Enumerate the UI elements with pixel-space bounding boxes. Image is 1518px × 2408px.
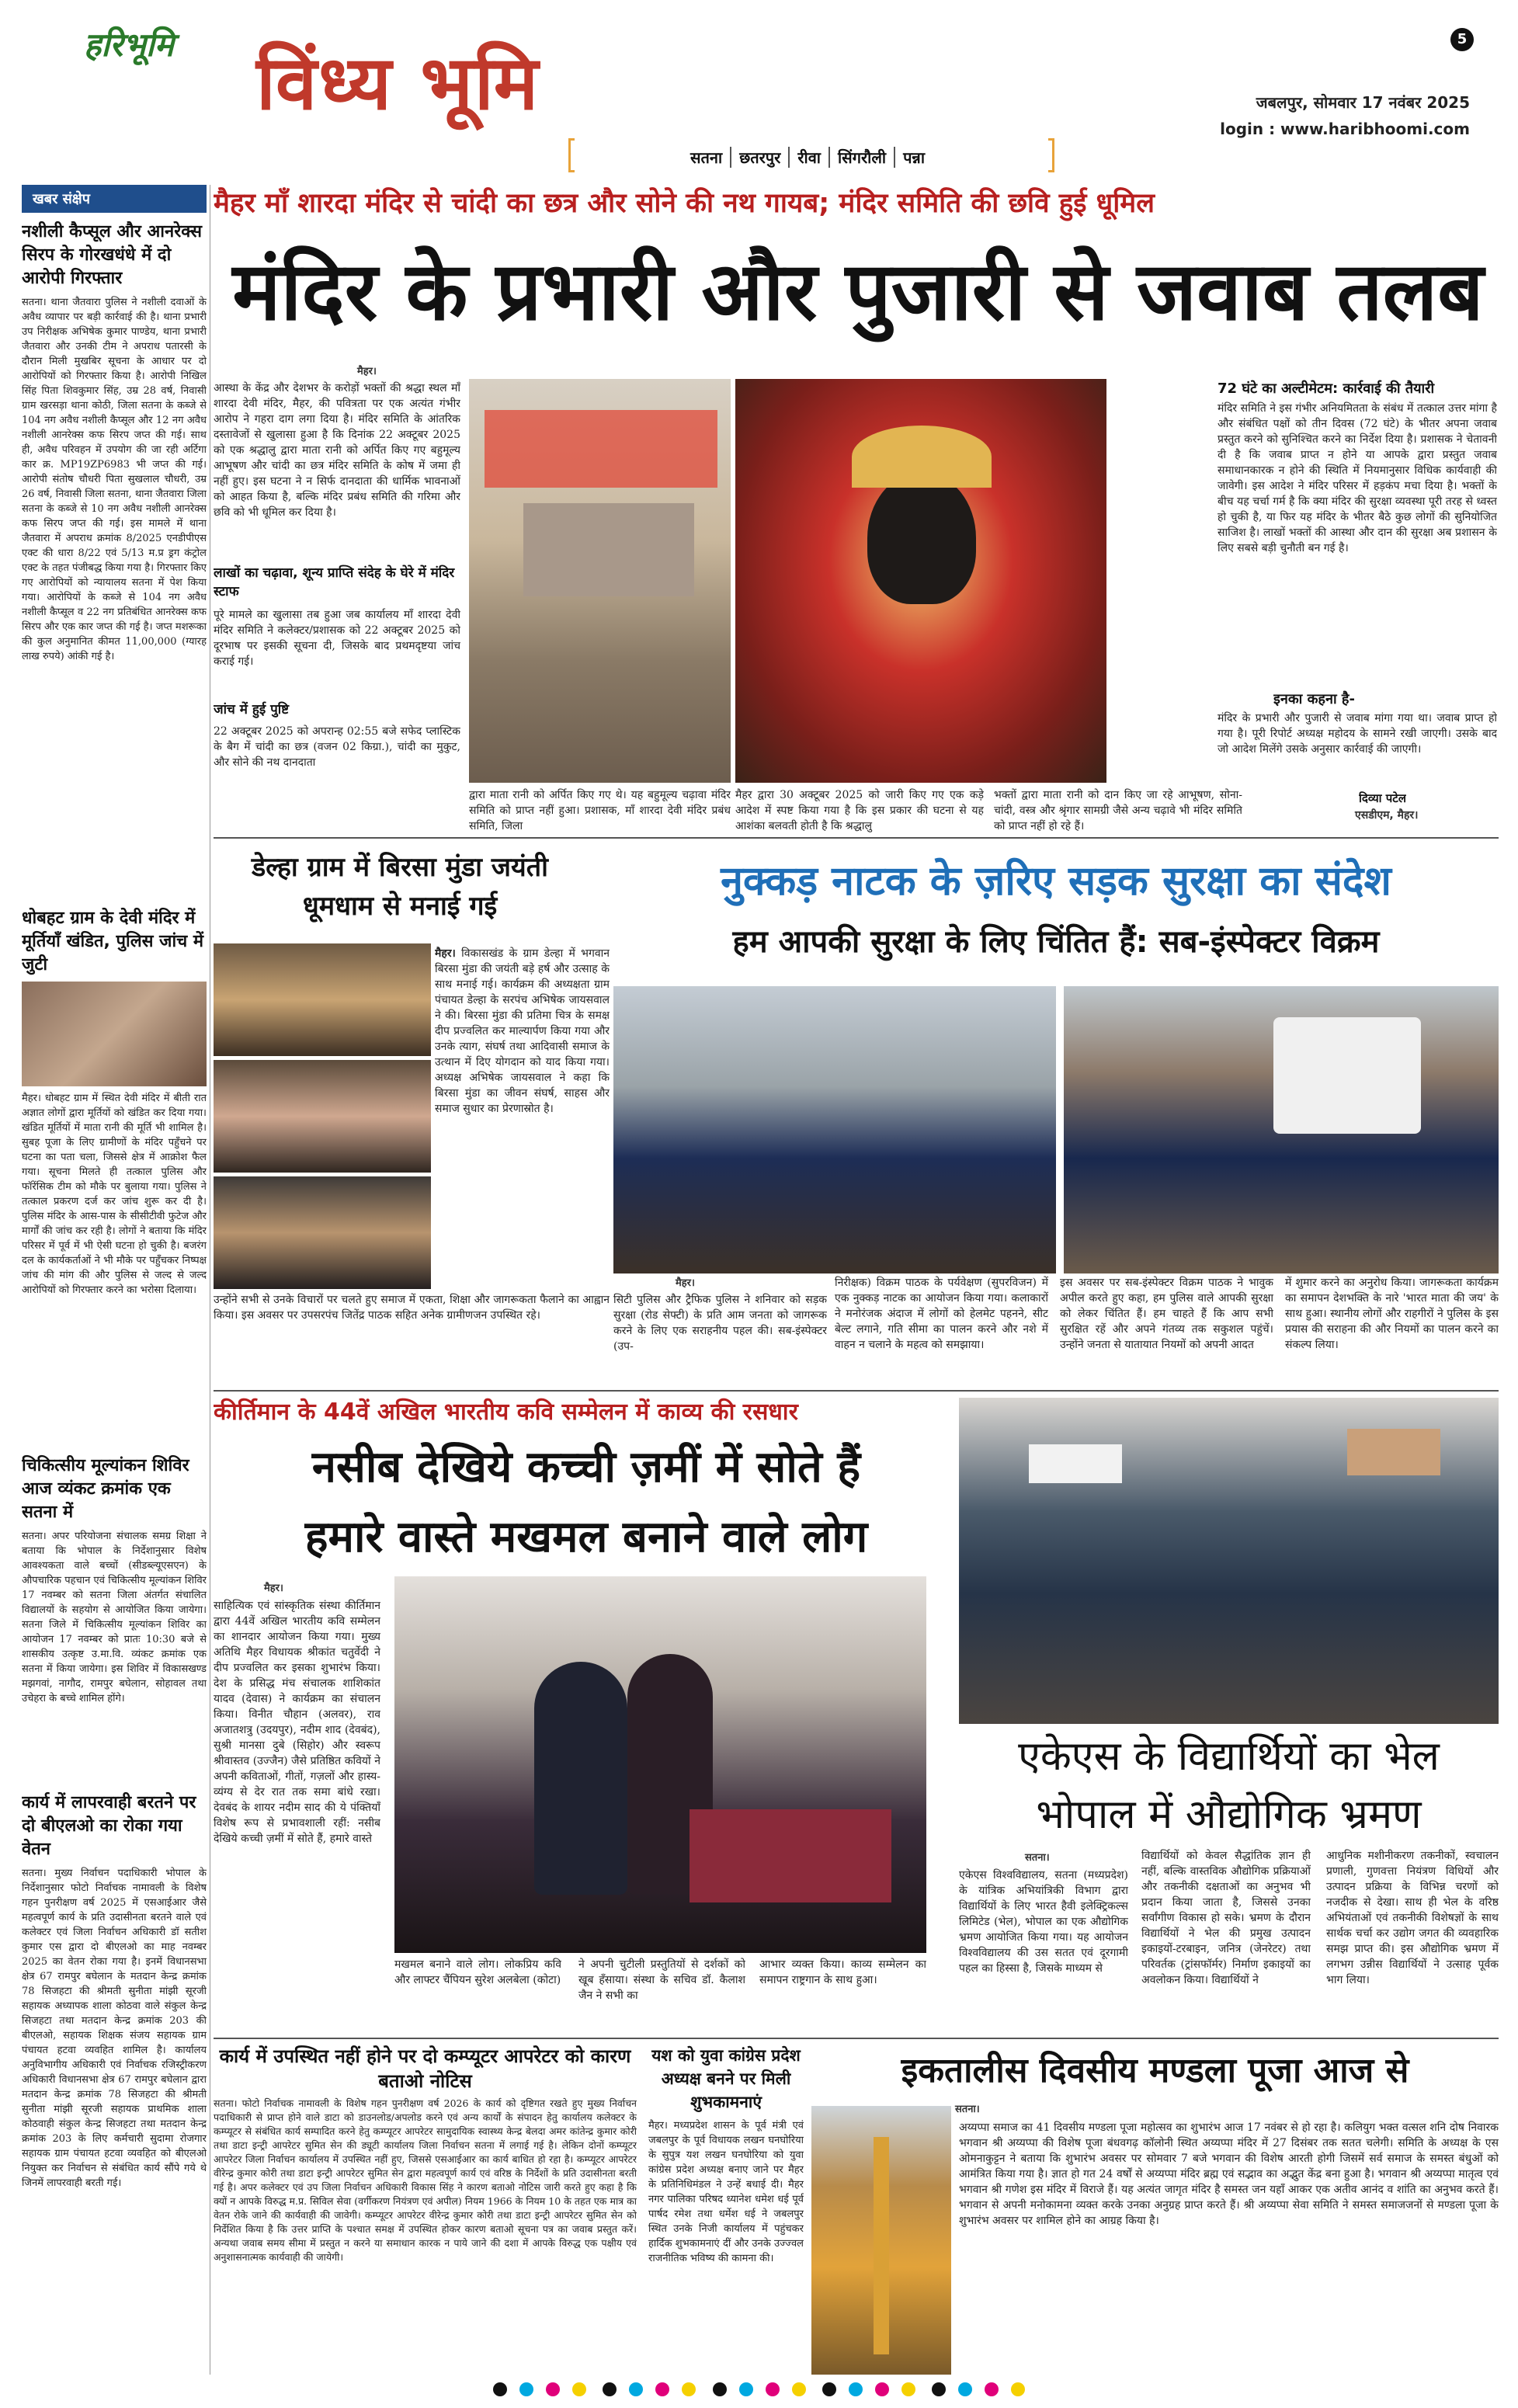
poet-headline: हमारे वास्ते मखमल बनाने वाले लोग [304,1512,868,1562]
birsa-photo [214,943,431,1056]
students-group-photo [959,1398,1499,1724]
birsa-body2: उन्होंने सभी से उनके विचारों पर चलते हुए समाज में एकता, शिक्षा और जागरूकता फैलाने का आह्वान किया। इस अवसर पर उपसरपंच जितेंद्र पाठक सहित अनेक ग्रामीणजन उपस्थित रहे। [214,1294,610,1322]
poet-kicker: कीर्तिमान के 44वें अखिल भारतीय कवि सम्मेलन में काव्य की रसधार [214,1399,798,1426]
birsa-text: विकासखंड के ग्राम डेल्हा में भगवान बिरसा मुंडा की जयंती बड़े हर्ष और उत्साह के साथ मनाई गई। कार्यक्रम की अध्यक्षता ग्राम पंचायत डेल्हा के सरपंच अभिषेक जायसवाल ने की। बिरसा मुंडा की प्रतिमा चित्र के समक्ष दीप प्रज्वलित कर माल्यार्पण किया गया और उनके त्याग, संघर्ष तथा आदिवासी समाज के उत्थान में दिए योगदान को याद किया गया। अध्यक्ष अभिषेक जायसवाल ने कहा कि बिरसा मुंडा का जीवन संघर्ष, साहस और समाज सुधार का प्रेरणास्रोत है। [435,947,610,1115]
puja-body: अय्यप्पा समाज का 41 दिवसीय मण्डला पूजा महोत्सव का शुभारंभ आज 17 नवंबर से हो रहा है। कलियुग भक्त वत्सल शनि दोष निवारक भगवान श्री अय्यप्पा की विशेष पूजा बंधवगढ़ कॉलोनी स्थित अय्यप्पा मंदिर में 27 दिसंबर तक सतत चलेगी। समिति के अध्यक्ष के एस ओमनाकुट्टन ने बताया कि शुभारंभ अवसर पर सोमवार 7 बजे भगवान की विशेष आरती होगी जिसमें सर्व समाज के समस्त बंधुओं को आमंत्रित किया गया है। ज्ञात हो गत 24 वर्षों से अय्यप्पा मंदिर ब्रह्म एवं सद्भाव का अद्भुत केंद्र बना हुआ है। भगवान श्री अय्यप्पा मातृत्व एवं भगवान श्री गणेश इस मंदिर में विराजे हैं। यह अत्यंत जागृत मंदिर है समस्त जन यहाँ आकर एक अतीव आनंद व शांति का अनुभव करते हैं। भगवान से अपनी मनोकामना व्यक्त करके उनका अनुग्रह प्राप्त करते हैं। श्री अय्यप्पा सेवा समिति ने समस्त समाजजनों से मण्डला पूजा के शुभारंभ अवसर पर शामिल होने का आग्रह किया है। [959,2121,1499,2227]
city-bracket-right [1048,138,1054,172]
lead-col1: आस्था के केंद्र और देशभर के करोड़ों भक्तों की श्रद्धा स्थल माँ शारदा देवी मंदिर, मैहर, की पवित्रता पर एक अत्यंत गंभीर आरोप ने गहरा दाग लगा दिया है। मंदिर समिति के आंतरिक दस्तावेजों से खुलासा हुआ है कि दिनांक 22 अक्टूबर 2025 को एक श्रद्धालु द्वारा माता रानी को अर्पित किए गए बहुमूल्य आभूषण और चांदी का छत्र मंदिर समिति के कोष में जमा ही नहीं हुए। इस घटना ने न सिर्फ दानदाता की धार्मिक भावनाओं को आहत किया है, बल्कि मंदिर प्रबंध समिति की गरिमा और छवि को भी धूमिल कर दिया है। [214,382,460,519]
lead-col3: मैहर द्वारा 30 अक्टूबर 2025 को जारी किए गए एक कड़े आदेश में स्पष्ट किया गया है कि इस प्रकार की घटना से यह आशंका बलवती होती है कि श्रद्धालु [735,789,984,832]
page-title: विंध्य भूमि [256,40,540,127]
birsa-headline: डेल्हा ग्राम में बिरसा मुंडा जयंती धूमधाम से मनाई गई [252,852,548,922]
brief-body: मैहर। धोबहट ग्राम में स्थित देवी मंदिर में बीती रात अज्ञात लोगों द्वारा मूर्तियों को खंडित कर दिया गया। खंडित मूर्तियों में माता रानी की मूर्ति भी शामिल है। सुबह पूजा के लिए ग्रामीणों के मंदिर पहुँचने पर घटना का पता चला, जिससे क्षेत्र में आक्रोश फैल गया। सूचना मिलते ही तत्काल पुलिस और फॉरेंसिक टीम को मौके पर बुलाया गया। पुलिस ने तत्काल प्रकरण दर्ज कर जांच शुरू कर दी है। पुलिस मंदिर के आस-पास के सीसीटीवी फुटेज और मार्गों की जांच कर रही है। लोगों ने बताया कि मंदिर परिसर में पूर्व में भी ऐसी घटना हो चुकी है। बजरंग दल के कार्यकर्ताओं ने भी मौके पर पहुँचकर निष्पक्ष जांच की मांग की और पुलिस से जल्द से जल्द आरोपियों को गिरफ्तार करने का भरोसा दिलाया। [22,1093,207,1296]
dateline: सतना। [1025,1852,1050,1864]
dateline: मैहर। [264,1583,283,1594]
dateline: मैहर। [676,1277,695,1289]
brief-headline: धोबहट ग्राम के देवी मंदिर में मूर्तियाँ खंडित, पुलिस जांच में जुटी [22,909,203,975]
lead-col1c: 22 अक्टूबर 2025 को अपरान्ह 02:55 बजे सफेद प्लास्टिक के बैग में चांदी का छत्र (वजन 02 किग्रा.), चांदी का मुकुट, और सोने की नथ दानदाता [214,725,460,769]
masthead [0,0,1518,182]
poet-col3: ने अपनी चुटीली प्रस्तुतियों से दर्शकों को खूब हँसाया। संस्था के सचिव डॉ. कैलाश जैन ने सभी का [578,1958,745,2002]
lead-sidebar-body: मंदिर समिति ने इस गंभीर अनियमितता के संबंध में तत्काल उत्तर मांगा है और संबंधित पक्षों को तीन दिवस (72 घंटे) के भीतर अपना जवाब प्रस्तुत करने को सुनिश्चित करने का निर्देश दिया है। प्रशासक ने चेतावनी दी है कि जवाब प्राप्त न होने या आपके द्वारा प्रस्तुत जवाब समाधानकारक न होने की स्थिति में नियमानुसार विधिक कार्यवाही की जावेगी। इस आदेश ने मंदिर परिसर में हड़कंप मचा दिया है। भक्तों के बीच यह चर्चा गर्म है कि क्या मंदिर की सुरक्षा व्यवस्था पूरी तरह से ध्वस्त हो चुकी है, या फिर यह मंदिर के भीतर बैठे कुछ लोगों की सुनियोजित साजिश है। लाखों भक्तों की आस्था और दान की सुरक्षा अब प्रशासन के लिए सबसे बड़ी चुनौती बन गई है। [1218,402,1497,554]
date-line: जबलपुर, सोमवार 17 नवंबर 2025 [1256,93,1470,112]
dateline: मैहर। [357,366,377,377]
print-registration-marks [0,2382,1518,2399]
safety-col2: निरीक्षक) विक्रम पाठक के पर्यवेक्षण (सुपरविजन) में एक नुक्कड़ नाटक का आयोजन किया गया। कलाकारों ने मनोरंजक अंदाज में लोगों को हेलमेट पहनने, सीट बेल्ट लगाने, गति सीमा का पालन करने और नशे में वाहन न चलाने के महत्व को समझाया। [835,1277,1048,1351]
lead-col2: द्वारा माता रानी को अर्पित किए गए थे। यह बहुमूल्य चढ़ावा मंदिर समिति को प्राप्त नहीं हुआ। प्रशासक, माँ शारदा देवी मंदिर प्रबंध समिति, जिला [469,789,731,832]
page-number: 5 [1450,28,1474,51]
brief-label: खबर संक्षेप [22,185,207,213]
aks-col2: विद्यार्थियों को केवल सैद्धांतिक ज्ञान ही नहीं, बल्कि वास्तविक औद्योगिक प्रक्रियाओं और तकनीकी दक्षताओं का अनुभव भी प्रदान किया जाता है, जिससे उनका सर्वांगीण विकास हो सके। भ्रमण के दौरान विद्यार्थियों ने भेल की प्रमुख उत्पादन इकाइयों-टरबाइन, जनित्र (जेनरेटर) तथा परिवर्तक (ट्रांसफॉर्मर) निर्माण इकाइयों का अवलोकन किया। विद्यार्थियों ने [1141,1850,1311,1986]
poet-col2: मखमल बनाने वाले लोग। लोकप्रिय कवि और लाफ्टर चैंपियन सुरेश अलबेला (कोटा) [394,1958,561,1986]
city-link[interactable]: सतना [683,147,731,168]
police-photo [613,986,1056,1273]
temple-photo [469,379,731,783]
news-brief-column [22,185,207,2375]
aks-col1: एकेएस विश्वविद्यालय, सतना (मध्यप्रदेश) के यांत्रिक अभियांत्रिकी विभाग द्वारा विद्यार्थियों के लिए भारत हैवी इलेक्ट्रिकल्स लिमिटेड (भेल), भोपाल का एक औद्योगिक भ्रमण आयोजित किया गया। यह आयोजन विश्वविद्यालय की उस सतत एवं दूरगामी पहल का हिस्सा है, जिसके माध्यम से [959,1869,1128,1975]
computer-notice-headline: कार्य में उपस्थित नहीं होने पर दो कम्प्यूटर आपरेटर को कारण बताओ नोटिस [219,2045,631,2092]
section-divider [214,837,1499,839]
brief-headline: कार्य में लापरवाही बरतने पर दो बीएलओ का रोका गया वेतन [22,1793,196,1859]
dateline: सतना। [955,2104,980,2115]
brief-photo [22,982,207,1086]
city-link[interactable]: रीवा [790,147,830,168]
city-bracket-left [568,138,575,172]
quote-name: दिव्या पटेल [1359,791,1407,805]
poet-headline: नसीब देखिये कच्ची ज़मीं में सोते हैं [311,1442,861,1492]
brand-logo: हरिभूमि [84,26,174,64]
lead-subhead: लाखों का चढ़ावा, शून्य प्राप्ति संदेह के घेरे में मंदिर स्टाफ [214,565,455,599]
safety-col1: सिटी पुलिस और ट्रैफिक पुलिस ने शनिवार को सड़क सुरक्षा (रोड सेफ्टी) के प्रति आम जनता को जागरूक करने के लिए एक सराहनीय पहल की। सब-इंस्पेक्टर (उप- [613,1294,827,1353]
birsa-photo [214,1060,431,1173]
quote-body: मंदिर के प्रभारी और पुजारी से जवाब मांगा गया था। जवाब प्राप्त हो गया है। पूरी रिपोर्ट अध्यक्ष महोदय के सामने रखी जाएगी। उसके बाद जो आदेश मिलेंगे उसके अनुसार कार्रवाई की जाएगी। [1218,712,1497,756]
birsa-photo [214,1176,431,1289]
quote-head: इनका कहना है- [1273,691,1355,707]
dateline: मैहर। [435,947,456,960]
safety-col4: में शुमार करने का अनुरोध किया। जागरूकता कार्यक्रम का समापन देशभक्ति के नारे 'भारत माता की जय' के साथ हुआ। स्थानीय लोगों और राहगीरों ने पुलिस के इस प्रयास की सराहना की और नियमों का पालन करने का संकल्प लिया। [1285,1277,1499,1351]
city-nav [575,143,1040,171]
poet-stage-photo [394,1576,926,1953]
section-divider [214,1390,1499,1392]
quote-title: एसडीएम, मैहर। [1355,809,1419,822]
puja-headline: इकतालीस दिवसीय मण्डला पूजा आज से [901,2051,1409,2090]
section-divider [214,2038,1499,2039]
brief-headline: चिकित्सीय मूल्यांकन शिविर आज व्यंकट क्रमांक एक सतना में [22,1456,189,1522]
lead-kicker: मैहर माँ शारदा मंदिर से चांदी का छत्र और सोने की नथ गायब; मंदिर समिति की छवि हुई धूमिल [214,188,1155,219]
safety-kicker: नुक्कड़ नाटक के ज़रिए सड़क सुरक्षा का संदेश [721,858,1391,905]
city-link[interactable]: छतरपुर [731,147,790,168]
birsa-body [435,946,610,1292]
youth-body: मैहर। मध्यप्रदेश शासन के पूर्व मंत्री एवं जबलपुर के पूर्व विधायक लखन घनघोरिया के सुपुत्र यश लखन घनघोरिया को युवा कांग्रेस प्रदेश अध्यक्ष बनाए जाने पर मैहर के प्रतिनिधिमंडल ने उन्हें बधाई दी। मैहर नगर पालिका परिषद ध्यानेश धमेश धई पूर्व पार्षद रमेश तथा धर्मेश धई ने जबलपुर स्थित उनके निजी कार्यालय में पहुंचकर हार्दिक शुभकामनाएं दीं और उनके उज्ज्वल राजनीतिक भविष्य की कामना की। [648,2120,804,2264]
aks-headline: भोपाल में औद्योगिक भ्रमण [1036,1791,1422,1838]
lead-headline: मंदिर के प्रभारी और पुजारी से जवाब तलब [232,244,1484,339]
youth-headline: यश को युवा कांग्रेस प्रदेश अध्यक्ष बनने पर मिली शुभकामनाएं [651,2046,801,2111]
computer-notice-body: सतना। फोटो निर्वाचक नामावली के विशेष गहन पुनरीक्षण वर्ष 2026 के कार्य को दृष्टिगत रखते हुए मुख्य निर्वाचन पदाधिकारी से प्राप्त होने वाले डाटा को डाउनलोड/अपलोड करने एवं अन्य कार्यों के संपादन हेतु कार्यालय कलेक्टर के कम्प्यूटर से संबंधित कार्य सम्पादित करने हेतु कम्प्यूटर आपरेटर सामुदायिक स्वास्थ्य केन्द्र बेलदा अमर कांतेन्द्र कुमार कोरी तथा डाटा इन्ट्री आपरेटर सुमित सेन की ड्यूटी कार्यालय जिला निर्वाचन सतना में लगाई गई है। लेकिन दोनों कम्प्यूटर आपरेटर जिला निर्वाचन कार्यालय में उपस्थित नहीं हुए, जिससे एसआईआर का कार्य बाधित हो रहा है। कम्प्यूटर आपरेटर वीरेन्द्र कुमार कोरी तथा डाटा इन्ट्री आपरेटर सुमित सेन द्वारा महत्वपूर्ण कार्य एवं वरिष्ठ के निर्देशों के प्रति उदासीनता बरती गई है। अपर कलेक्टर एवं उप जिला निर्वाचन अधिकारी विकास सिंह ने कारण बताओ नोटिस जारी करते हुए कहा है कि क्यों न आपके विरुद्ध म.प्र. सिविल सेवा (वर्गीकरण नियंत्रण एवं अपील) नियम 1966 के नियम 10 के तहत एक मात्र का वेतन रोके जाने की कार्यवाही की जावेगी। कम्प्यूटर आपरेटर वीरेन्द्र कुमार कोरी तथा डाटा इन्ट्री आपरेटर सुमित सेन को निर्देशित किया है कि उत्तर प्राप्ति के पश्चात समक्ष में उपस्थित होकर कारण बताओ सूचना पत्र का जवाब प्रस्तुत करें। अन्यथा जवाब समय सीमा में प्रस्तुत न करने या समाधान कारक न पाये जाने की दशा में आपके विरुद्ध एक पक्षीय एवं अनुशासनात्मक कार्यवाही की जायेगी। [214,2097,637,2263]
brief-body: सतना। अपर परियोजना संचालक समग्र शिक्षा ने बताया कि भोपाल के निर्देशानुसार विशेष आवश्यकता वाले बच्चों (सीडब्ल्यूएसएन) के औपचारिक पहचान एवं चिकित्सीय मूल्यांकन शिविर 17 नवम्बर को सतना जिला अंतर्गत संचालित विद्यालयों के सहयोग से आयोजित किया जायेगा। सतना जिले में चिकित्सीय मूल्यांकन शिविर का आयोजन 17 नवम्बर को प्रातः 10:30 बजे से शासकीय उत्कृष्ट उ.मा.वि. व्यंकट क्रमांक एक सतना में किया जायेगा। इस शिविर में विकासखण्ड मझगवां, नागौद, रामपुर बघेलान, सोहावल तथा उचेहरा के बच्चे शामिल होंगे। [22,1531,207,1704]
login-url[interactable]: login : www.haribhoomi.com [1220,120,1470,138]
poet-col4: आभार व्यक्त किया। काव्य सम्मेलन का समापन राष्ट्रगान के साथ हुआ। [759,1958,926,1986]
aks-headline: एकेएस के विद्यार्थियों का भेल [1018,1733,1440,1780]
city-link[interactable]: सिंगरौली [830,147,895,168]
temple-lamp-photo [811,2106,951,2375]
street-play-photo [1064,986,1499,1273]
aks-col3: आधुनिक मशीनीकरण तकनीकों, स्वचालन प्रणाली, गुणवत्ता नियंत्रण विधियों और उत्पादन प्रक्रिया के विभिन्न चरणों को नजदीक से देखा। साथ ही भेल के वरिष्ठ अभियंताओं एवं तकनीकी विशेषज्ञों के साथ सार्थक चर्चा कर उद्योग जगत की व्यवहारिक समझ प्राप्त की। इस औद्योगिक भ्रमण में लगभग उन्नीस विद्यार्थियों ने उत्साह पूर्वक भाग लिया। [1326,1850,1499,1986]
lead-sidebar-head: 72 घंटे का अल्टीमेटम: कार्रवाई की तैयारी [1218,380,1435,397]
brief-headline: नशीली कैप्सूल और आनरेक्स सिरप के गोरखधंधे में दो आरोपी गिरफ्तार [22,222,202,288]
lead-col4: भक्तों द्वारा माता रानी को दान किए जा रहे आभूषण, सोना-चांदी, वस्त्र और श्रृंगार सामग्री जैसे अन्य चढ़ावे भी मंदिर समिति को प्राप्त नहीं हो रहे हैं। [994,789,1242,832]
safety-headline: हम आपकी सुरक्षा के लिए चिंतित हैं: सब-इंस्पेक्टर विक्रम [732,924,1380,960]
lead-subhead: जांच में हुई पुष्टि [214,702,290,718]
brief-body: सतना। मुख्य निर्वाचन पदाधिकारी भोपाल के निर्देशानुसार फोटो निर्वाचक नामावली के विशेष गहन पुनरीक्षण वर्ष 2025 में एसआईआर जैसे महत्वपूर्ण कार्य के प्रति उदासीनता बरतने वाले एवं कलेक्टर एवं जिला निर्वाचन अधिकारी डॉ सतीश कुमार एस द्वारा दो बीएलओ का माह नवम्बर 2025 का वेतन रोका गया है। इनमें विधानसभा क्षेत्र 67 रामपुर बघेलान के मतदान केन्द्र क्रमांक 78 सिजहटा की श्रीमती सुनीता मांझी सूरजी सहायक अध्यापक शाला कोठवा वाले संकुल केन्द्र सिजहटा तथा मतदान केन्द्र क्रमांक 203 की बीएलओ, सहायक शिक्षक संजय सहायक ग्राम पंचायत हटवा व्यवहित शामिल है। कार्यालय अनुविभागीय अधिकारी एवं निर्वाचक रजिस्ट्रीकरण अधिकारी विधानसभा क्षेत्र 67 रामपुर बघेलान द्वारा मतदान केन्द्र क्रमांक 78 सिजहटा की श्रीमती सुनीता मांझी सूरजी सहायक प्राथमिक शाला कोठवाही संकुल केन्द्र सिजहटा तथा मतदान केन्द्र क्रमांक 203 के लिए कर्मचारी सुदामा रोजगार सहायक ग्राम पंचायत हटवा व्यवहित को बीएलओ नियुक्त कर निर्वाचन से संबंधित कार्य सौंपे गये थे जिनमें लापरवाही बरती गई। [22,1868,207,2189]
deity-photo [735,379,1106,783]
brief-body: सतना। थाना जैतवारा पुलिस ने नशीली दवाओं के अवैध व्यापार पर बड़ी कार्रवाई की है। थाना प्रभारी उप निरीक्षक अभिषेक कुमार पाण्डेय, थाना प्रभारी जैतवारा और उनकी टीम ने अपराध पतारसी के दौरान मिली मुखबिर सूचना के आधार पर दो आरोपियों को गिरफ्तार किया है। आरोपी निखिल सिंह पिता शिवकुमार सिंह, उम्र 28 वर्ष, निवासी ग्राम खरसड़ा थाना कोठी, जिला सतना के कब्जे से 104 नग अवैध नशीली कैप्सूल और 12 नग अवैध नशीली आनरेक्स कफ सिरप जप्त की गई। साथ ही, अवैध परिवहन में उपयोग की जा रही अर्टिगा कार क्र. MP19ZP6983 भी जप्त की गई। आरोपी संतोष चौधरी पिता सुखलाल चौधरी, उम्र 26 वर्ष, निवासी जिला सतना, थाना जैतवारा जिला सतना के कब्जे से 10 नग अवैध नशीली आनरेक्स कफ सिरप जप्त की गई। इस मामले में थाना जैतवारा में अपराध क्रमांक 8/2025 एनडीपीएस एक्ट की धारा 8/22 एवं 5/13 म.प्र ड्रग कंट्रोल एक्ट के तहत पंजीबद्ध किया गया है। गिरफ्तार किए गए आरोपियों को न्यायालय सतना में पेश किया गया। आरोपियों के कब्जे से 104 नग अवैध नशीली कैप्सूल व 22 नग प्रतिबंधित आनरेक्स कफ सिरप और एक कार जप्त की गई है। जप्त मशरूका की कुल अनुमानित कीमत 11,00,000 (ग्यारह लाख रुपये) आंकी गई है। [22,297,207,662]
poet-col1: साहित्यिक एवं सांस्कृतिक संस्था कीर्तिमान द्वारा 44वें अखिल भारतीय कवि सम्मेलन का शानदार आयोजन किया गया। मुख्य अतिथि मैहर विधायक श्रीकांत चतुर्वेदी ने दीप प्रज्वलित कर इसका शुभारंभ किया। देश के प्रसिद्ध मंच संचालक शाशिकांत यादव (देवास) ने कार्यक्रम का संचालन किया। विनीत चौहान (अलवर), राव अजातशत्रु (उदयपुर), नदीम शाद (देवबंद), सुश्री मानसा दुबे (सिहोर) और स्वरूप श्रीवास्तव (उज्जैन) जैसे प्रतिष्ठित कवियों ने अपनी कविताओं, गीतों, गज़लों और हास्य-व्यंग्य से देर रात तक समा बांधे रखा। देवबंद के शायर नदीम साद की ये पंक्तियाँ विशेष रूप से प्रभावशाली रहीं: नसीब देखिये कच्ची ज़मीं में सोते हैं, हमारे वास्ते [214,1600,380,1845]
lead-col1b: पूरे मामले का खुलासा तब हुआ जब कार्यालय माँ शारदा देवी मंदिर समिति ने कलेक्टर/प्रशासक को 22 अक्टूबर 2025 को दूरभाष पर इसकी सूचना दी, जिसके बाद प्रथमदृष्टया जांच कराई गई। [214,609,460,668]
safety-col3: इस अवसर पर सब-इंस्पेक्टर विक्रम पाठक ने भावुक अपील करते हुए कहा, हम पुलिस वाले आपकी सुरक्षा को लेकर चिंतित हैं। हम चाहते हैं कि आप सभी सुरक्षित रहें और अपने गंतव्य तक सकुशल पहुंचें। उन्होंने जनता से यातायात नियमों को अपनी आदत [1060,1277,1273,1351]
city-link[interactable]: पन्ना [903,148,926,167]
